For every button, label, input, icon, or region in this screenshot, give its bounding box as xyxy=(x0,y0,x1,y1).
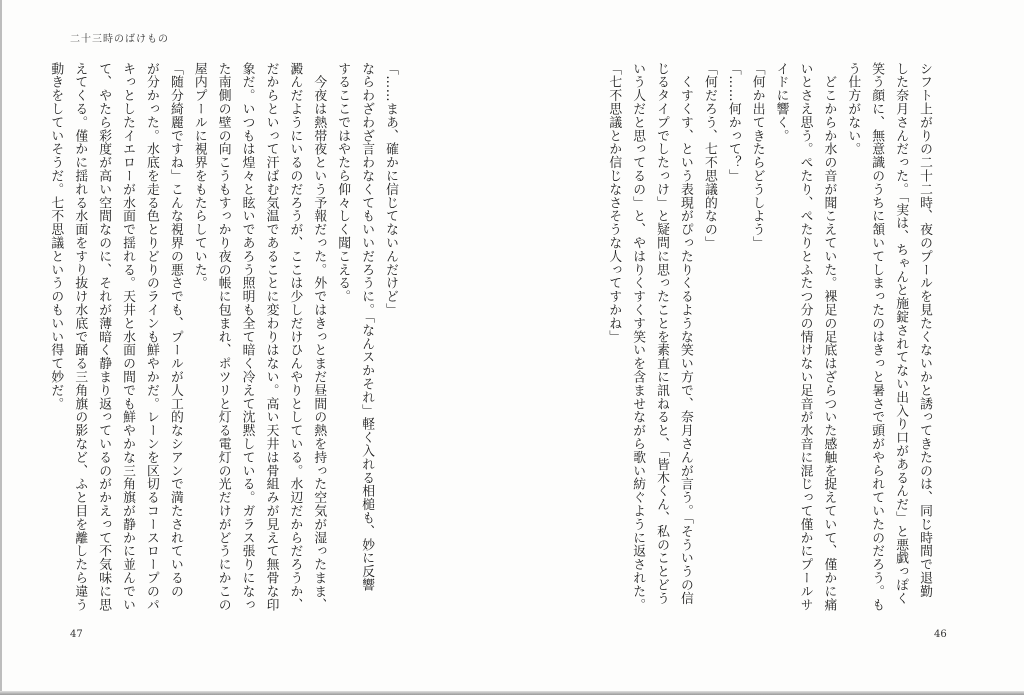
text-line: 「……まあ、確かに信じてないんだけど」 xyxy=(383,62,398,317)
page-number-right: 46 xyxy=(934,629,947,640)
text-line: くすくす、という表現がぴったりくるような笑い方で、奈月さんが言う。「そういうの信 xyxy=(677,62,693,605)
text-line: 動きをしていそうだ。七不思議というのもいい得て妙だ。 xyxy=(48,62,64,411)
text-line: 澱んだようにいるのだろうが、ここは少しだけひんやりとしている。水辺だからだろうか、 xyxy=(287,62,303,612)
text-line: いとさえ思う。ぺたり、ぺたりとふたつ分の情けない足音が水音に混じって僅かにプールサ xyxy=(797,62,813,612)
text-line: だからといって汗ばむ気温であることに変わりはない。高い天井は骨組みが見えて無骨な印 xyxy=(263,62,279,612)
running-title: 二十三時のばけもの xyxy=(70,34,169,45)
text-line: 「七不思議とか信じなさそうな人ってすかね」 xyxy=(606,62,622,344)
text-line: 「……何かって？」 xyxy=(725,62,741,183)
text-line: た南側の壁の向こうもすっかり夜の帳に包まれ、ポツリと灯る電灯の光だけがどうにかこの xyxy=(215,62,231,612)
text-line: 屋内プールに視界をもたらしていた。 xyxy=(191,62,207,290)
text-line: 「何だろう、七不思議的なの」 xyxy=(701,62,717,250)
text-line: じるタイプでしたっけ」と疑問に思ったことを素直に訊ねると、「皆木くん、私のことどう xyxy=(654,62,670,605)
text-line: が分かった。水底を走る色とりどりのラインも鮮やかだ。レーンを区切るコースロープのパ xyxy=(143,62,159,612)
text-line: シフト上がりの二十二時、夜のプールを見たくないかと誘ってきたのは、同じ時間で退勤 xyxy=(917,62,932,598)
text-line: するここではやたら仰々しく聞こえる。 xyxy=(335,62,351,304)
text-line: えてくる。僅かに揺れる水面をすり抜け水底で踊る三角旗の影など、ふと目を離したら違う xyxy=(72,62,88,612)
text-line: て、やたら彩度が高い空間なのに、それが薄暗く静まり返っているのがかえって不気味に思 xyxy=(96,62,112,612)
text-line: 「随分綺麗ですね」こんな視界の悪さでも、プールが人工的なシアンで満たされているの xyxy=(167,62,183,598)
text-line: ならわざわざ言わなくてもいいだろうに。「なんスかそれ」軽く入れる相槌も、妙に反響 xyxy=(359,62,375,592)
right-page-text xyxy=(606,62,936,612)
left-page-text xyxy=(48,62,402,612)
text-line: 「何か出てきたらどうしよう」 xyxy=(749,62,765,250)
text-line: イドに響く。 xyxy=(773,62,789,143)
bottom-edge xyxy=(0,691,1024,695)
page-edge xyxy=(0,0,2,695)
text-line: 象だ。いつもは煌々と眩いであろう照明も全て暗く冷えて沈黙している。ガラス張りになっ xyxy=(239,62,255,612)
text-line: 今夜は熱帯夜という予報だった。外ではきっとまだ昼間の熱を持った空気が湿ったまま、 xyxy=(311,62,327,612)
text-line: キっとしたイエローが水面で揺れる。天井と水面の間でも鮮やかな三角旗が静かに並んでい xyxy=(120,62,136,612)
text-line: 笑う顔に、無意識のうちに頷いてしまったのはきっと暑さで頭がやられていたのだろう。も xyxy=(869,62,885,612)
text-line: う仕方がない。 xyxy=(845,62,861,156)
page-number-left: 47 xyxy=(70,629,83,640)
text-line: いう人だと思ってるの」と、やはりくすくす笑いを含ませながら歌い紡ぐように返された。 xyxy=(630,62,646,612)
text-line: どこからか水の音が聞こえていた。裸足の足底はざらついた感触を捉えていて、僅かに痛 xyxy=(821,62,837,612)
text-line: した奈月さんだった。「実は、ちゃんと施錠されてない出入り口があるんだ」と悪戯っぽく xyxy=(893,62,909,605)
